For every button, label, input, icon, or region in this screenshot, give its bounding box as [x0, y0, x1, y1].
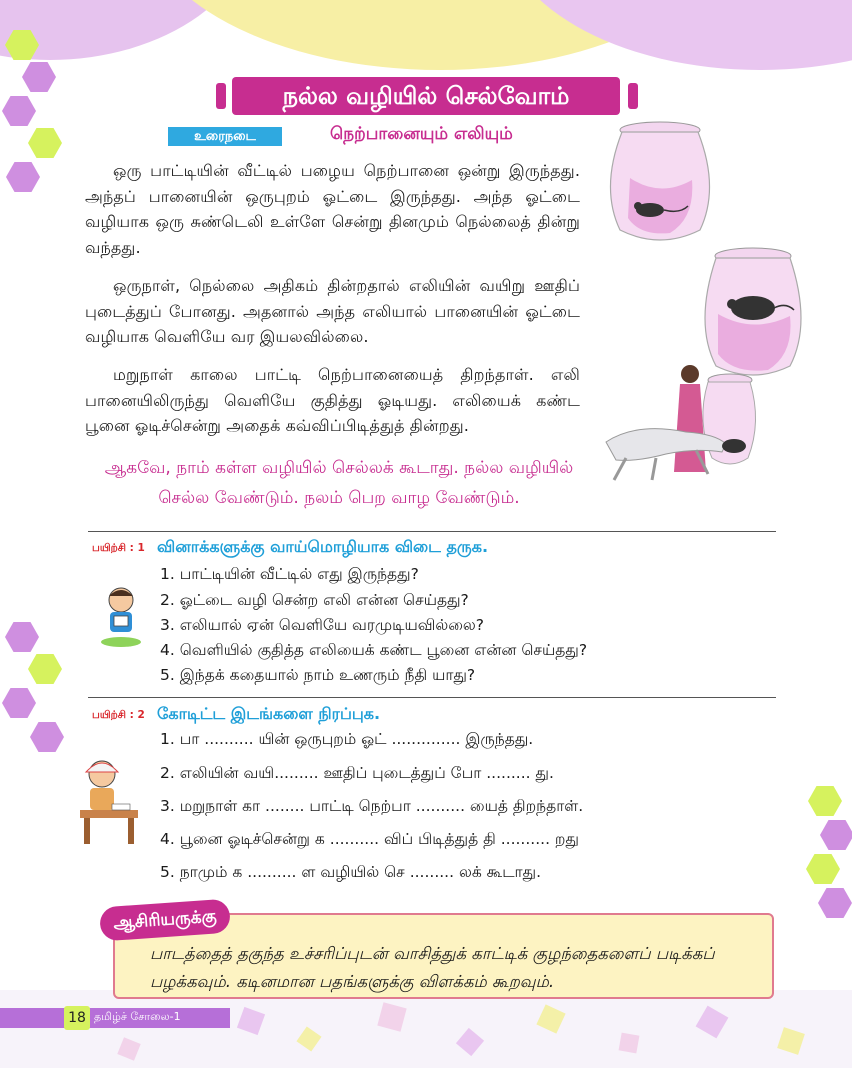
page-number: 18: [64, 1006, 90, 1030]
hexagon-decoration: [806, 854, 840, 884]
boy-reading-illustration: [98, 586, 144, 648]
story-title: நெற்பானையும் எலியும்: [330, 124, 513, 144]
banner-end-cap: [216, 83, 226, 109]
hexagon-decoration: [6, 162, 40, 192]
question-item: 5. இந்தக் கதையால் நாம் உணரும் நீதி யாது?: [160, 666, 476, 684]
hexagon-decoration: [2, 688, 36, 718]
fill-in-item: 5. நாமும் க .......... ள வழியில் செ ......... லக் கூடாது.: [160, 863, 542, 881]
exercise-title: கோடிட்ட இடங்களை நிரப்புக.: [157, 704, 381, 723]
page-title: நல்ல வழியில் செல்வோம்: [232, 77, 620, 115]
question-item: 2. ஓட்டை வழி சென்ற எலி என்ன செய்தது?: [160, 591, 469, 609]
exercise-label: பயிற்சி : 2: [92, 709, 145, 721]
fill-in-item: 2. எலியின் வயி......... ஊதிப் புடைத்துப் போ ......... து.: [160, 764, 554, 782]
fill-in-item: 3. மறுநாள் கா ........ பாட்டி நெற்பா .......... யைத் திறந்தாள்.: [160, 797, 584, 815]
hexagon-decoration: [30, 722, 64, 752]
hexagon-decoration: [808, 786, 842, 816]
fill-in-item: 1. பா .......... யின் ஒருபுறம் ஓட் .............. இருந்தது.: [160, 730, 534, 748]
teacher-note-text: பாடத்தைத் தகுந்த உச்சரிப்புடன் வாசித்துக் காட்டிக் குழந்தைகளைப் படிக்கப் பழக்கவும். கடினமான பதங்களுக்கு விளக்கம் கூறவும்.: [150, 944, 715, 991]
hexagon-decoration: [22, 62, 56, 92]
question-item: 4. வெளியில் குதித்த எலியைக் கண்ட பூனை என்ன செய்தது?: [160, 641, 588, 659]
hexagon-decoration: [2, 96, 36, 126]
boy-writing-illustration: [72, 758, 144, 850]
section-divider: [88, 531, 776, 532]
hexagon-decoration: [820, 820, 852, 850]
section-tag: உரைநடை: [168, 127, 282, 146]
question-item: 3. எலியால் ஏன் வெளியே வரமுடியவில்லை?: [160, 616, 484, 634]
teacher-note-tag: ஆசிரியருக்கு: [99, 899, 231, 942]
banner-end-cap: [628, 83, 638, 109]
book-title: தமிழ்ச் சோலை-1: [94, 1010, 181, 1023]
hexagon-decoration: [28, 654, 62, 684]
exercise-title: வினாக்களுக்கு வாய்மொழியாக விடை தருக.: [157, 537, 489, 556]
section-divider: [88, 697, 776, 698]
exercise-label: பயிற்சி : 1: [92, 542, 145, 554]
story-paragraph: ஒரு பாட்டியின் வீட்டில் பழைய நெற்பானை ஒன்று இருந்தது. அந்தப் பானையின் ஒருபுறம் ஓட்டை இருந்தது. அந்த ஓட்டை வழியாக ஒரு சுண்டெலி உள்ளே சென்று தினமும் நெல்லைத் தின்று வந்தது.: [85, 161, 580, 257]
pot-with-mouse-illustration: [600, 118, 720, 248]
question-item: 1. பாட்டியின் வீட்டில் எது இருந்தது?: [160, 565, 419, 583]
hexagon-decoration: [28, 128, 62, 158]
fill-in-item: 4. பூனை ஓடிச்சென்று க .......... விப் பிடித்துத் தி .......... றது: [160, 830, 579, 848]
story-paragraph: மறுநாள் காலை பாட்டி நெற்பானையைத் திறந்தாள். எலி பானையிலிருந்து வெளியே குதித்து ஓடியது. எலியைக் கண்ட பூனை ஓடிச்சென்று அதைக் கவ்விப்பிடித்துத் தின்றது.: [85, 365, 580, 435]
bottom-decoration: [0, 990, 852, 1068]
cat-catching-mouse-illustration: [596, 362, 776, 492]
story-paragraph: ஒருநாள், நெல்லை அதிகம் தின்றதால் எலியின் வயிறு ஊதிப் புடைத்துப் போனது. அதனால் அந்த எலியால் பானையின் ஓட்டை வழியாக வெளியே வர இயலவில்லை.: [85, 276, 580, 346]
story-moral: ஆகவே, நாம் கள்ள வழியில் செல்லக் கூடாது. நல்ல வழியில் செல்ல வேண்டும். நலம் பெற வாழ வேண்டும்.: [104, 458, 574, 508]
hexagon-decoration: [5, 622, 39, 652]
hexagon-decoration: [818, 888, 852, 918]
